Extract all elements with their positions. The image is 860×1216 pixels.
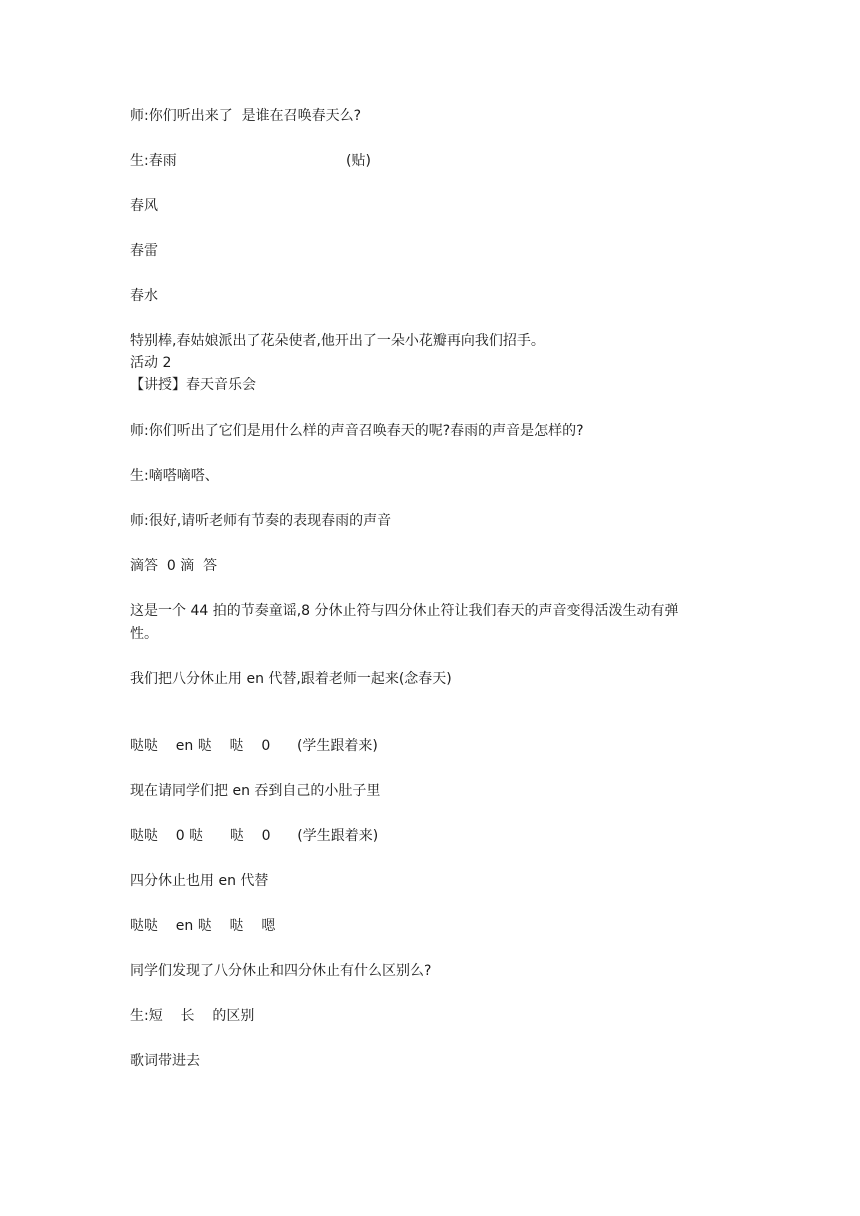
question-difference: 同学们发现了八分休止和四分休止有什么区别么? (130, 963, 432, 979)
rhythm-pattern-2: 哒哒 en 哒 哒 0 (学生跟着来) (130, 738, 378, 754)
explanation-line: 这是一个 44 拍的节奏童谣,8 分休止符与四分休止符让我们春天的声音变得活泼生动有弹 (130, 603, 679, 619)
instruction-en-quarter: 四分休止也用 en 代替 (130, 873, 269, 889)
student-answer-difference: 生:短 长 的区别 (130, 1008, 255, 1024)
instruction-swallow-en: 现在请同学们把 en 吞到自己的小肚子里 (130, 783, 381, 799)
student-answer-drip: 生:嘀嗒嘀嗒、 (130, 468, 219, 484)
paste-note: (贴) (346, 153, 371, 169)
praise-line: 特别棒,春姑娘派出了花朵使者,他开出了一朵小花瓣再向我们招手。 (130, 333, 545, 349)
explanation-line-cont: 性。 (130, 626, 158, 642)
activity-heading: 活动 2 (130, 355, 172, 371)
rhythm-pattern-1: 滴答 0 滴 答 (130, 558, 218, 574)
answer-spring-wind: 春风 (130, 198, 158, 214)
instruction-en-eighth: 我们把八分休止用 en 代替,跟着老师一起来(念春天) (130, 671, 452, 687)
section-heading: 【讲授】春天音乐会 (130, 377, 256, 393)
answer-spring-water: 春水 (130, 288, 158, 304)
teacher-rhythm-intro: 师:很好,请听老师有节奏的表现春雨的声音 (130, 513, 392, 529)
lyrics-note: 歌词带进去 (130, 1053, 200, 1069)
teacher-question-line: 师:你们听出来了 是谁在召唤春天么? (130, 108, 362, 124)
teacher-question-sound: 师:你们听出了它们是用什么样的声音召唤春天的呢?春雨的声音是怎样的? (130, 423, 584, 439)
student-answer-rain: 生:春雨 (130, 153, 177, 169)
rhythm-pattern-3: 哒哒 0 哒 哒 0 (学生跟着来) (130, 828, 379, 844)
rhythm-pattern-4: 哒哒 en 哒 哒 嗯 (130, 918, 276, 934)
answer-spring-thunder: 春雷 (130, 243, 158, 259)
